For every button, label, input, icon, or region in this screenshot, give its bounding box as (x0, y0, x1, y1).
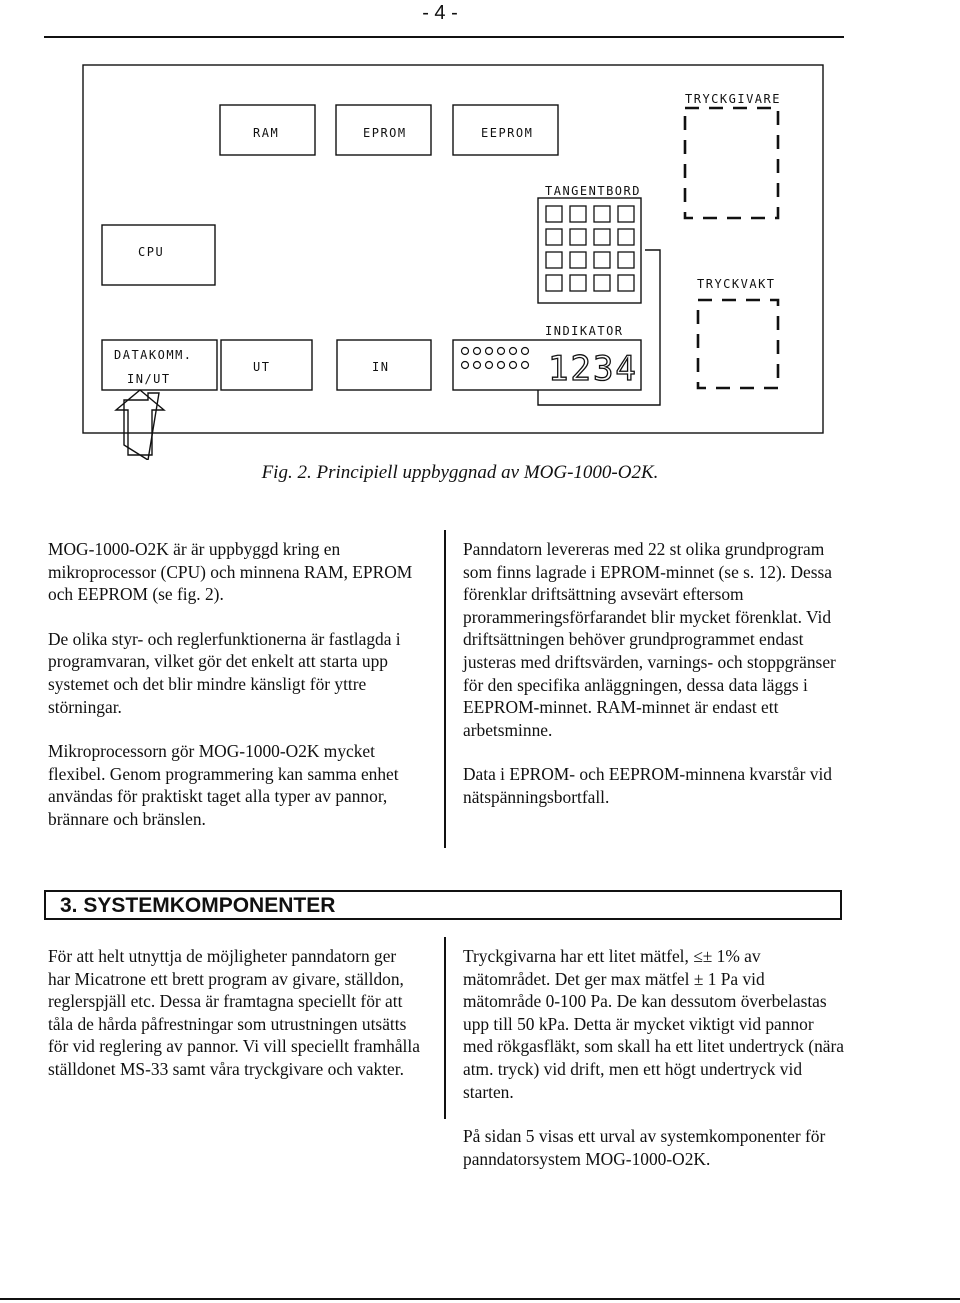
paragraph: Mikroprocessorn gör MOG-1000-O2K mycket flexibel. Genom programmering kan samma enhet användas för praktiskt taget alla typer av pannor, brännare och bränslen. (48, 741, 399, 829)
upper-right-column (463, 538, 845, 831)
ram-label: RAM (253, 126, 280, 140)
paragraph: MOG-1000-O2K är är uppbyggd kring en mikroprocessor (CPU) och minnena RAM, EPROM och EEPROM (se fig. 2). (48, 539, 413, 605)
datakomm-label: DATAKOMM. (114, 348, 193, 362)
paragraph: Tryckgivarna har ett litet mätfel, ≤± 1% av mätområdet. Det ger max mätfel ± 1 Pa vid mätområde 0-100 Pa. De kan dessutom överbelastas upp till 50 kPa. Detta är mycket viktigt vid pannor med rökgasfläkt, som skall ha ett litet undertryck (nära atm. tryck) vid drift, men ett högt undertryck vid starten. (463, 946, 845, 1102)
ut-label: UT (253, 360, 271, 374)
eeprom-label: EEPROM (481, 126, 534, 140)
indikator-label: INDIKATOR (545, 324, 624, 338)
tryckgivare-label: TRYCKGIVARE (685, 92, 781, 106)
bottom-rule (0, 1298, 960, 1300)
section-title: 3. SYSTEMKOMPONENTER (60, 894, 336, 917)
paragraph: De olika styr- och reglerfunktionerna är fastlagda i programvaran, vilket gör det enkelt att starta upp systemet och det blir mindre känsligt för yttre störningar. (48, 628, 401, 717)
top-rule (44, 36, 844, 38)
tangentbord-label: TANGENTBORD (545, 184, 641, 198)
column-divider (444, 530, 446, 848)
column-divider (444, 937, 446, 1119)
datakomm-io-label: IN/UT (127, 372, 171, 386)
indicator-leds (462, 348, 529, 369)
keypad-keys (546, 206, 634, 291)
system-block-diagram (40, 60, 840, 520)
tryckvakt-label: TRYCKVAKT (697, 277, 776, 291)
figure-caption: Fig. 2. Principiell uppbyggnad av MOG-1000-O2K. (261, 462, 659, 483)
paragraph: Panndatorn levereras med 22 st olika grundprogram som finns lagrade i EPROM-minnet (se s. 12). Dessa förenklar driftsättning avsevärt eftersom prorammeringsförfarandet blir mycket förenklat. Vid driftsättningen behöver grundprogrammet endast justeras med driftsvärden, varnings- och stoppgränser för den specifika anläggningen, dessa data läggs i EEPROM-minnet. RAM-minnet är endast ett arbetsminne. (463, 539, 836, 740)
paragraph: Data i EPROM- och EEPROM-minnena kvarstår vid nätspänningsbortfall. (463, 764, 833, 807)
tryckvakt-outline (698, 300, 778, 388)
diagram-svg (40, 60, 840, 460)
paragraph: För att helt utnyttja de möjligheter panndatorn ger har Micatrone ett brett program av givare, ställdon, reglerspjäll etc. Dessa är framtagna speciellt för att tåla de hårda påfrestningar som utrustningen utsätts för vid reglering av pannor. Vi vill speciellt framhålla ställdonet MS-33 samt våra tryckgivare och vakter. (48, 946, 420, 1079)
eprom-label: EPROM (363, 126, 407, 140)
in-label: IN (372, 360, 390, 374)
tryckgivare-outline (685, 108, 778, 218)
lower-left-column (48, 945, 420, 1103)
paragraph: På sidan 5 visas ett urval av systemkomponenter för panndatorsystem MOG-1000-O2K. (463, 1126, 826, 1169)
page-number: - 4 - (422, 2, 458, 24)
cpu-label: CPU (138, 245, 165, 259)
upper-left-column (48, 538, 420, 853)
section-header-box (44, 890, 842, 920)
tangentbord-frame (538, 198, 641, 303)
sensor-outlines (685, 108, 778, 388)
indikator-display: 1234 (548, 349, 638, 389)
arrow-down (124, 393, 159, 460)
lower-right-column (463, 945, 845, 1192)
